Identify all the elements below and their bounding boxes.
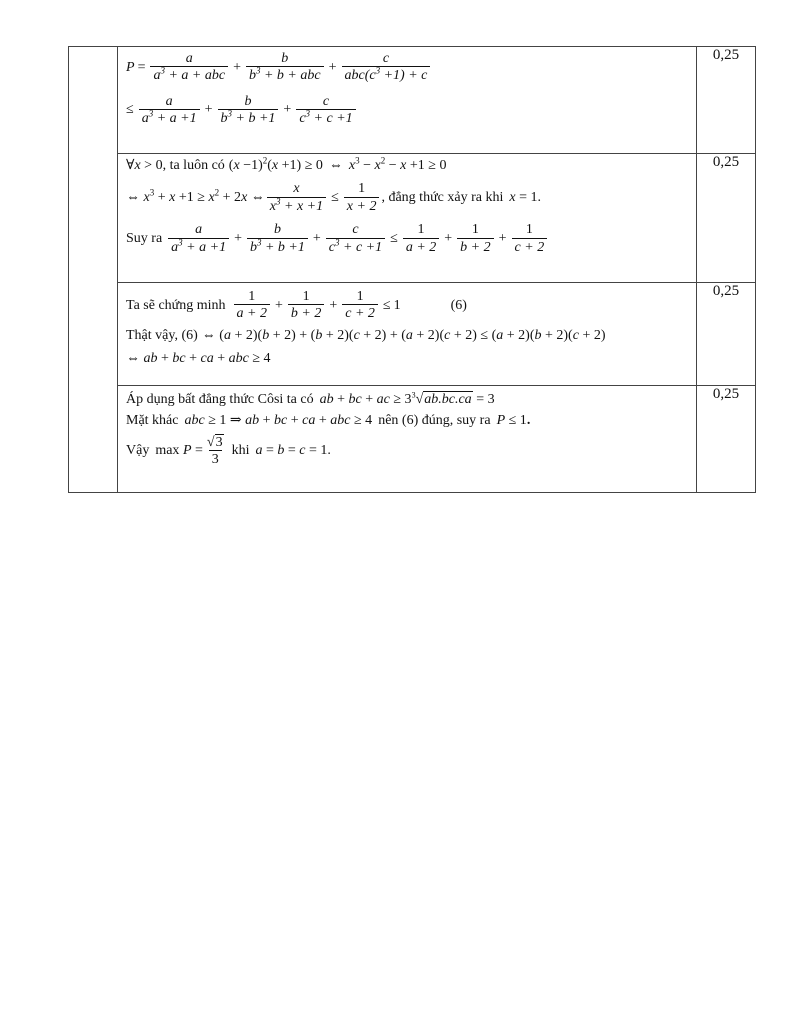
text-dang-thuc: , đẳng thức xảy ra khi bbox=[381, 190, 504, 206]
solution-table bbox=[68, 46, 756, 493]
formula-p-bound: ≤ $\frac{a}{a^3 + a +1}$ + $\frac{b}{b^3 + b +1}$ + $\frac{c}{c^3 + c +1}$ bbox=[126, 94, 688, 127]
text-ta-luon-co: , ta luôn có bbox=[162, 158, 225, 173]
text-mat-khac: Mặt khác bbox=[126, 413, 179, 429]
formula-vay-max: Vậy max P = $\frac{√3}{3}$ khi a = b = c = 1. bbox=[126, 434, 331, 468]
content-cell bbox=[118, 154, 697, 283]
table-row bbox=[69, 154, 756, 283]
table-row bbox=[69, 47, 756, 154]
score-value: 0,25 bbox=[712, 283, 740, 299]
label-6: (6) bbox=[450, 297, 467, 313]
formula-ta-se: Ta sẽ chứng minh $\frac{1}{a + 2}$ + $\frac{1}{b + 2}$ + $\frac{1}{c + 2}$ ≤ 1 (6) bbox=[126, 289, 467, 322]
score-value: 0,25 bbox=[712, 154, 740, 170]
table-row bbox=[69, 283, 756, 386]
formula-ab-bc: ⇔ ab + bc + ca + abc ≥ 4 bbox=[126, 351, 271, 367]
score-cell bbox=[697, 283, 756, 386]
content-cell bbox=[118, 386, 697, 493]
formula-forall: ∀x > 0 , ta luôn có $(x -1)^2(x +1) \ge 0$ ⇔ $x^3 - x^2 - x +1 \ge 0$ bbox=[126, 155, 447, 173]
score-cell bbox=[697, 154, 756, 283]
text-nen: nên (6) đúng, suy ra bbox=[378, 413, 491, 429]
score-value: 0,25 bbox=[712, 47, 740, 63]
text-suy-ra: Suy ra bbox=[126, 230, 163, 246]
text-vay: Vậy bbox=[126, 443, 150, 459]
formula-equivalence: ⇔ $x^3 + x +1 \ge x^2 + 2x$ ⇔ $\frac{x}{x^3 + x +1}$ ≤ $\frac{1}{x + 2}$ , đẳng thức xảy ra khi x = 1. bbox=[126, 181, 541, 214]
text-ap-dung: Áp dụng bất đẳng thức Côsi ta có bbox=[126, 392, 314, 407]
content-cell bbox=[118, 283, 697, 386]
left-margin-cell bbox=[69, 47, 118, 493]
score-value: 0,25 bbox=[712, 386, 740, 402]
content-cell bbox=[118, 47, 697, 154]
table-row bbox=[69, 386, 756, 493]
text-that-vay: Thật vậy, (6) bbox=[126, 327, 198, 343]
formula-cosi: Áp dụng bất đẳng thức Côsi ta có ab + bc + ac ≥ $3^3√ab.bc.ca = 3$ bbox=[126, 390, 495, 407]
score-cell bbox=[697, 386, 756, 493]
formula-suy-ra: Suy ra $\frac{a}{a^3 + a +1}$ + $\frac{b}{b^3 + b +1}$ + $\frac{c}{c^3 + c +1}$ ≤ $\frac{1}{a + 2}$ + $\frac{1}{b + 2}$ + $\frac{1}{c + 2}$ bbox=[126, 222, 688, 255]
score-cell bbox=[697, 47, 756, 154]
formula-mat-khac: Mặt khác abc ≥ 1 ⇒ ab + bc + ca + abc ≥ 4 nên (6) đúng, suy ra P ≤ 1. bbox=[126, 413, 531, 429]
formula-p-definition: P = $\frac{a}{a^3 + a + abc}$ + $\frac{b}{b^3 + b + abc}$ + $\frac{c}{abc(c^3 +1) + c}$ bbox=[126, 51, 688, 84]
text-khi: khi bbox=[231, 443, 250, 459]
text-ta-se: Ta sẽ chứng minh bbox=[126, 297, 226, 313]
formula-that-vay: Thật vậy, (6) ⇔ (a + 2)(b + 2) + (b + 2)(c + 2) + (a + 2)(c + 2) ≤ (a + 2)(b + 2)(c + 2) bbox=[126, 327, 606, 343]
